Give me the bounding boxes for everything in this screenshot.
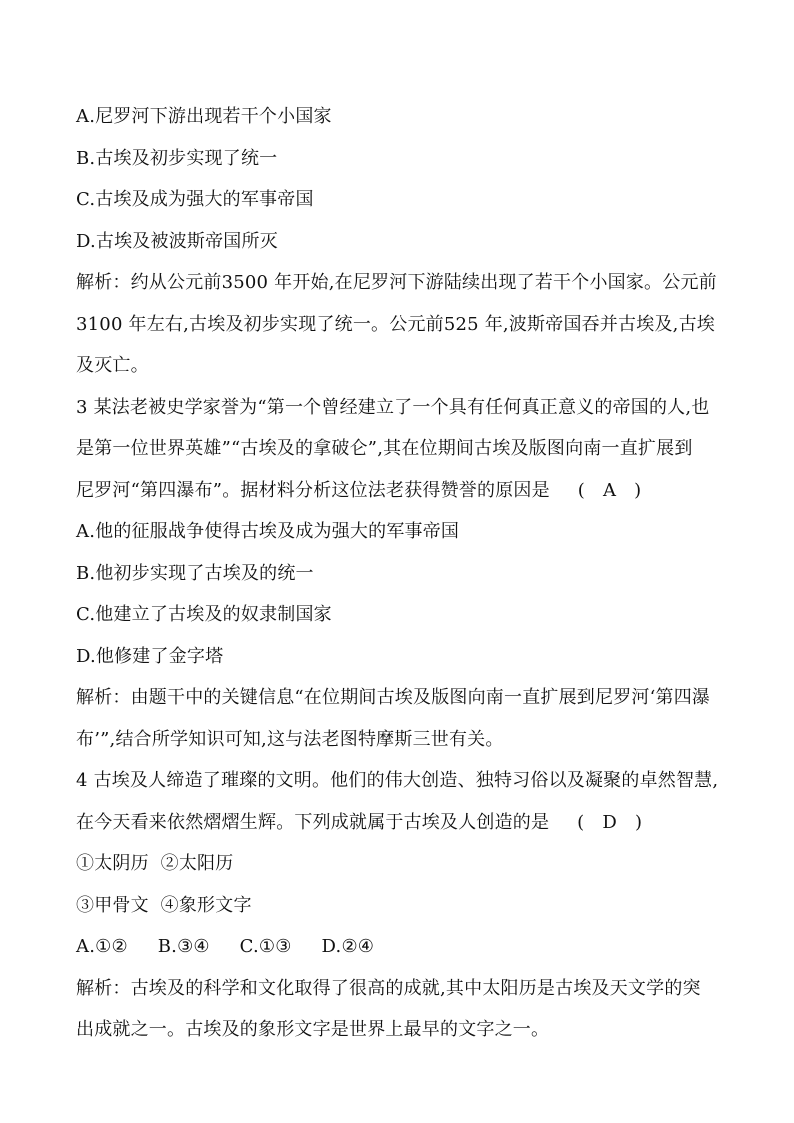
q3-answer-bracket bbox=[578, 470, 642, 512]
q3-analysis-line-1: 解析：由题干中的关键信息“在位期间古埃及版图向南一直扩展到尼罗河‘第四瀑 bbox=[76, 687, 711, 708]
q3-paren-close: ) bbox=[634, 479, 642, 501]
q4-answer: D bbox=[602, 811, 617, 833]
q4-analysis-line-1: 解析：古埃及的科学和文化取得了很高的成就,其中太阳历是古埃及天文学的突 bbox=[76, 977, 701, 999]
q4-paren-open: ( bbox=[577, 811, 585, 833]
q3-analysis-line-2: 布’”,结合所学知识可知,这与法老图特摩斯三世有关。 bbox=[76, 728, 504, 750]
q3-option-d: D.他修建了金字塔 bbox=[76, 645, 224, 667]
q2-option-b: B.古埃及初步实现了统一 bbox=[76, 147, 278, 169]
q4-paren-close: ) bbox=[635, 811, 643, 833]
q4-stem-line-2 bbox=[76, 802, 736, 844]
q2-analysis-line-1: 解析：约从公元前3500 年开始,在尼罗河下游陆续出现了若干个小国家。公元前 bbox=[76, 272, 717, 293]
q2-analysis-line-3: 及灭亡。 bbox=[76, 355, 149, 376]
q4-option-d: D.②④ bbox=[321, 936, 375, 957]
q2-analysis-line-2: 3100 年左右,古埃及初步实现了统一。公元前525 年,波斯帝国吞并古埃及,古埃 bbox=[76, 313, 715, 335]
q3-answer: A bbox=[602, 479, 617, 501]
q3-paren-open: ( bbox=[577, 479, 585, 501]
q4-option-a: A.①② bbox=[76, 936, 128, 957]
q3-option-c: C.他建立了古埃及的奴隶制国家 bbox=[76, 604, 332, 625]
q4-options bbox=[76, 926, 736, 968]
q3-stem-line-2: 是第一位世界英雄”“古埃及的拿破仑”,其在位期间古埃及版图向南一直扩展到 bbox=[76, 438, 693, 459]
document-page bbox=[76, 96, 736, 1051]
q3-stem-line-1: 3 某法老被史学家誉为“第一个曾经建立了一个具有任何真正意义的帝国的人,也 bbox=[76, 396, 710, 418]
q3-option-b: B.他初步实现了古埃及的统一 bbox=[76, 562, 314, 584]
q2-option-d: D.古埃及被波斯帝国所灭 bbox=[76, 230, 278, 252]
q4-stem-text: 在今天看来依然熠熠生辉。下列成就属于古埃及人创造的是 bbox=[76, 811, 550, 833]
q4-answer-bracket bbox=[577, 802, 642, 844]
q4-option-b: B.③④ bbox=[157, 936, 210, 957]
q4-stem-line-1: 4 古埃及人缔造了璀璨的文明。他们的伟大创造、独特习俗以及凝聚的卓然智慧, bbox=[76, 770, 719, 791]
q3-stem-line-3 bbox=[76, 470, 736, 512]
q2-option-a: A.尼罗河下游出现若干个小国家 bbox=[76, 106, 332, 127]
q4-items-line-2: ③甲骨文 ④象形文字 bbox=[76, 894, 252, 916]
q3-option-a: A.他的征服战争使得古埃及成为强大的军事帝国 bbox=[76, 521, 460, 542]
q3-stem-text: 尼罗河“第四瀑布”。据材料分析这位法老获得赞誉的原因是 bbox=[76, 479, 550, 501]
q4-analysis-line-2: 出成就之一。古埃及的象形文字是世界上最早的文字之一。 bbox=[76, 1019, 550, 1040]
q2-option-c: C.古埃及成为强大的军事帝国 bbox=[76, 189, 314, 210]
q4-items-line-1: ①太阴历 ②太阳历 bbox=[76, 853, 234, 874]
q4-option-c: C.①③ bbox=[239, 936, 292, 957]
